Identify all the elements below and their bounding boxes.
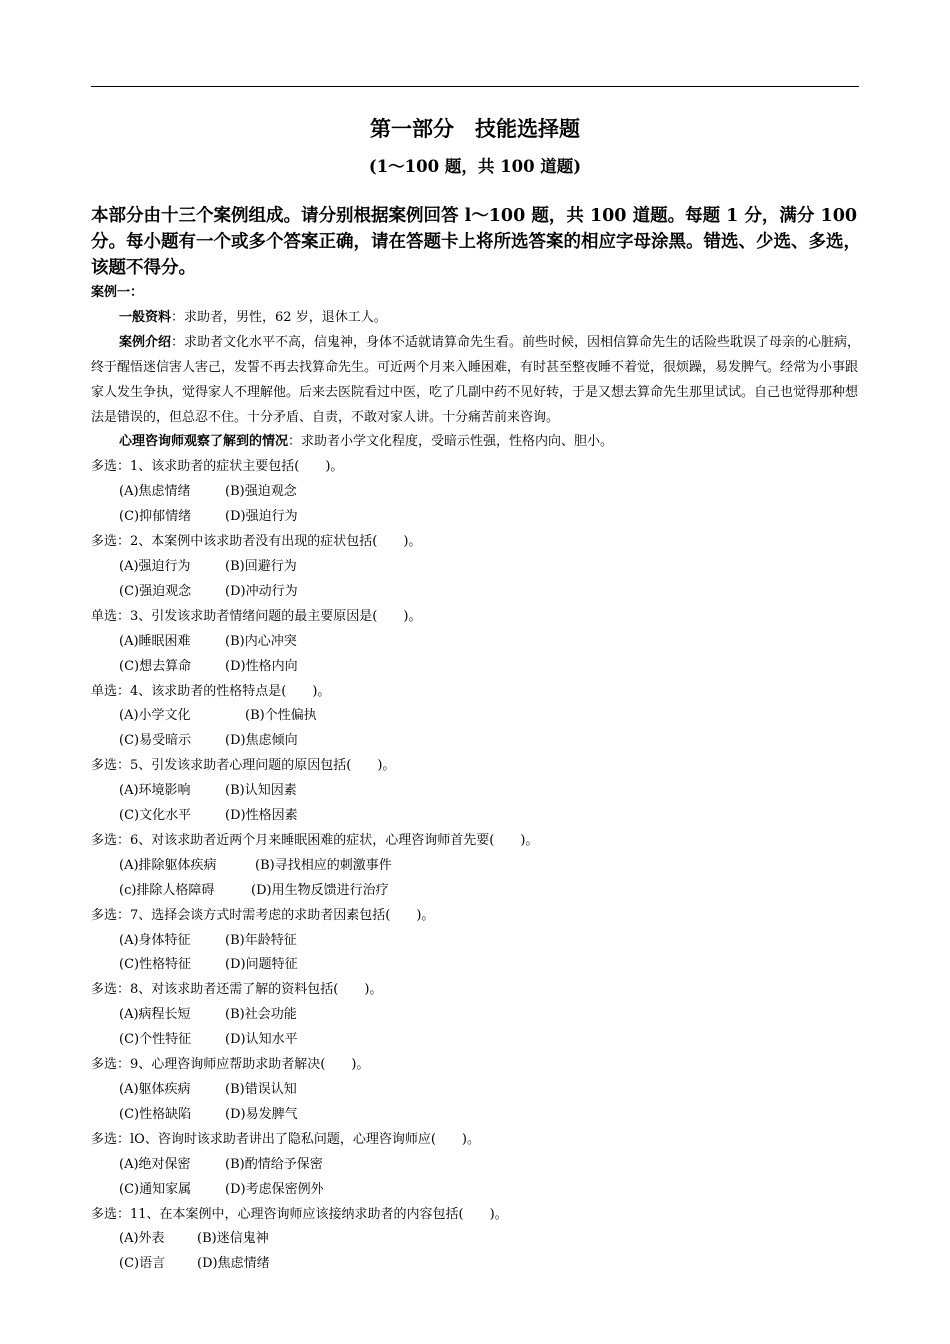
option-d: (D)焦虑倾向 xyxy=(225,733,298,749)
general-info-text: ：求助者，男性，62 岁，退休工人。 xyxy=(171,309,387,325)
general-info-label: 一般资料 xyxy=(119,309,172,325)
option-d: (D)强迫行为 xyxy=(225,509,298,525)
question-stem: 多选：lO、咨询时该求助者讲出了隐私问题，心理咨询师应( )。 xyxy=(91,1131,480,1147)
question-item xyxy=(91,1128,861,1203)
option-b: (B)迷信鬼神 xyxy=(197,1231,269,1247)
question-item xyxy=(91,904,861,979)
case-description-text: ：求助者文化水平不高，信鬼神，身体不适就请算命先生看。前些时候，因相信算命先生的话险些耽误了母亲的心脏病，终于醒悟迷信害人害己，发誓不再去找算命先生。可近两个月来入睡困难，有时甚至整夜睡不着觉，很烦躁，易发脾气。经常为小事跟家人发生争执，觉得家人不理解他。后来去医院看过中医，吃了几副中药不见好转，于是又想去算命先生那里试试。自己也觉得那种想法是错误的，但总忍不住。十分矛盾、自责，不敢对家人讲。十分痛苦前来咨询。 xyxy=(91,334,861,425)
question-stem: 多选：11、在本案例中，心理咨询师应该接纳求助者的内容包括( )。 xyxy=(91,1206,508,1222)
option-d: (D)冲动行为 xyxy=(225,583,298,599)
option-c: (C)语言 xyxy=(119,1256,166,1272)
option-a: (A)焦虑情绪 xyxy=(119,484,191,500)
case-title: 案例一： xyxy=(91,285,144,300)
question-item xyxy=(91,530,861,605)
counselor-observation xyxy=(91,430,861,455)
option-row xyxy=(91,505,861,530)
option-b: (B)回避行为 xyxy=(225,558,297,574)
option-d: (D)认知水平 xyxy=(225,1032,298,1048)
option-row xyxy=(91,929,861,954)
option-row xyxy=(91,1003,861,1028)
option-c: (C)强迫观念 xyxy=(119,583,192,599)
question-stem: 单选：3、引发该求助者情绪问题的最主要原因是( )。 xyxy=(91,608,422,624)
option-d: (D)焦虑情绪 xyxy=(197,1256,270,1272)
question-stem: 多选：9、心理咨询师应帮助求助者解决( )。 xyxy=(91,1057,370,1073)
counselor-observation-label: 心理咨询师观察了解到的情况 xyxy=(119,434,289,450)
option-row xyxy=(91,1227,861,1252)
case-description xyxy=(91,331,861,431)
option-a: (A)强迫行为 xyxy=(119,558,191,574)
page-subtitle: (1～100 题，共 100 道题) xyxy=(368,157,582,176)
option-a: (A)病程长短 xyxy=(119,1007,191,1023)
header-rule xyxy=(91,86,859,87)
option-a: (A)排除躯体疾病 xyxy=(119,857,217,873)
option-row xyxy=(91,1028,861,1053)
question-item xyxy=(91,1053,861,1128)
question-item xyxy=(91,754,861,829)
question-stem: 多选：6、对该求助者近两个月来睡眠困难的症状，心理咨询师首先要( )。 xyxy=(91,832,539,848)
option-b: (B)酌情给予保密 xyxy=(225,1156,323,1172)
option-b: (B)错误认知 xyxy=(225,1082,297,1097)
option-a: (A)环境影响 xyxy=(119,783,191,799)
section-intro: 本部分由十三个案例组成。请分别根据案例回答 l～100 题，共 100 道题。每题 1 分，满分 100 分。每小题有一个或多个答案正确，请在答题卡上将所选答案的相应字母涂黑。错选、少选、多选，该题不得分。 xyxy=(91,206,861,278)
option-c: (C)通知家属 xyxy=(119,1181,192,1197)
option-b: (B)社会功能 xyxy=(225,1007,297,1023)
option-d: (D)性格内向 xyxy=(225,658,298,674)
option-row xyxy=(91,1153,861,1178)
option-row xyxy=(91,779,861,804)
option-c: (C)文化水平 xyxy=(119,808,192,824)
option-b: (B)年龄特征 xyxy=(225,932,297,948)
option-a: (A)躯体疾病 xyxy=(119,1082,191,1097)
option-c: (C)个性特征 xyxy=(119,1032,192,1048)
option-b: (B)寻找相应的刺激事件 xyxy=(255,857,392,873)
option-row xyxy=(91,953,861,978)
option-b: (B)内心冲突 xyxy=(225,633,297,649)
option-a: (A)睡眠困难 xyxy=(119,633,191,649)
option-row xyxy=(91,1103,861,1128)
page-title: 第一部分 技能选择题 xyxy=(370,116,580,141)
option-row xyxy=(91,804,861,829)
option-a: (A)小学文化 xyxy=(119,708,191,724)
question-stem: 多选：7、选择会谈方式时需考虑的求助者因素包括( )。 xyxy=(91,907,435,923)
option-row xyxy=(91,655,861,680)
option-b: (B)个性偏执 xyxy=(245,708,317,724)
option-row xyxy=(91,630,861,655)
option-row xyxy=(91,480,861,505)
option-b: (B)认知因素 xyxy=(225,783,297,799)
question-item xyxy=(91,605,861,680)
option-row xyxy=(91,1252,861,1277)
option-b: (B)强迫观念 xyxy=(225,484,297,500)
question-item xyxy=(91,680,861,755)
option-c: (C)性格缺陷 xyxy=(119,1106,192,1122)
case-one xyxy=(91,281,861,1277)
counselor-observation-text: ：求助者小学文化程度，受暗示性强，性格内向、胆小。 xyxy=(288,434,614,450)
question-stem: 多选：8、对该求助者还需了解的资料包括( )。 xyxy=(91,982,383,998)
option-c: (C)想去算命 xyxy=(119,658,192,674)
general-info xyxy=(91,306,861,331)
option-c: (C)易受暗示 xyxy=(119,733,192,749)
question-item xyxy=(91,978,861,1053)
option-row xyxy=(91,854,861,879)
option-d: (D)性格因素 xyxy=(225,808,298,824)
option-c: (C)性格特征 xyxy=(119,957,192,973)
option-d: (D)用生物反馈进行治疗 xyxy=(251,882,389,898)
option-a: (A)外表 xyxy=(119,1231,165,1247)
option-d: (D)考虑保密例外 xyxy=(225,1181,324,1197)
question-stem: 多选：5、引发该求助者心理问题的原因包括( )。 xyxy=(91,758,396,774)
option-a: (A)绝对保密 xyxy=(119,1156,191,1172)
option-row xyxy=(91,704,861,729)
question-item xyxy=(91,829,861,904)
option-row xyxy=(91,580,861,605)
option-a: (A)身体特征 xyxy=(119,932,191,948)
option-row xyxy=(91,1178,861,1203)
case-description-label: 案例介绍 xyxy=(119,334,172,350)
question-stem: 多选：1、该求助者的症状主要包括( )。 xyxy=(91,459,344,475)
question-item xyxy=(91,455,861,530)
question-stem: 单选：4、该求助者的性格特点是( )。 xyxy=(91,683,331,699)
option-d: (D)易发脾气 xyxy=(225,1106,298,1122)
option-d: (D)问题特征 xyxy=(225,957,298,973)
option-row xyxy=(91,879,861,904)
option-row xyxy=(91,729,861,754)
option-row xyxy=(91,1078,861,1103)
option-c: (c)排除人格障碍 xyxy=(119,882,215,898)
question-stem: 多选：2、本案例中该求助者没有出现的症状包括( )。 xyxy=(91,534,422,550)
question-list xyxy=(91,455,861,1277)
question-item xyxy=(91,1203,861,1278)
option-row xyxy=(91,555,861,580)
option-c: (C)抑郁情绪 xyxy=(119,509,192,525)
